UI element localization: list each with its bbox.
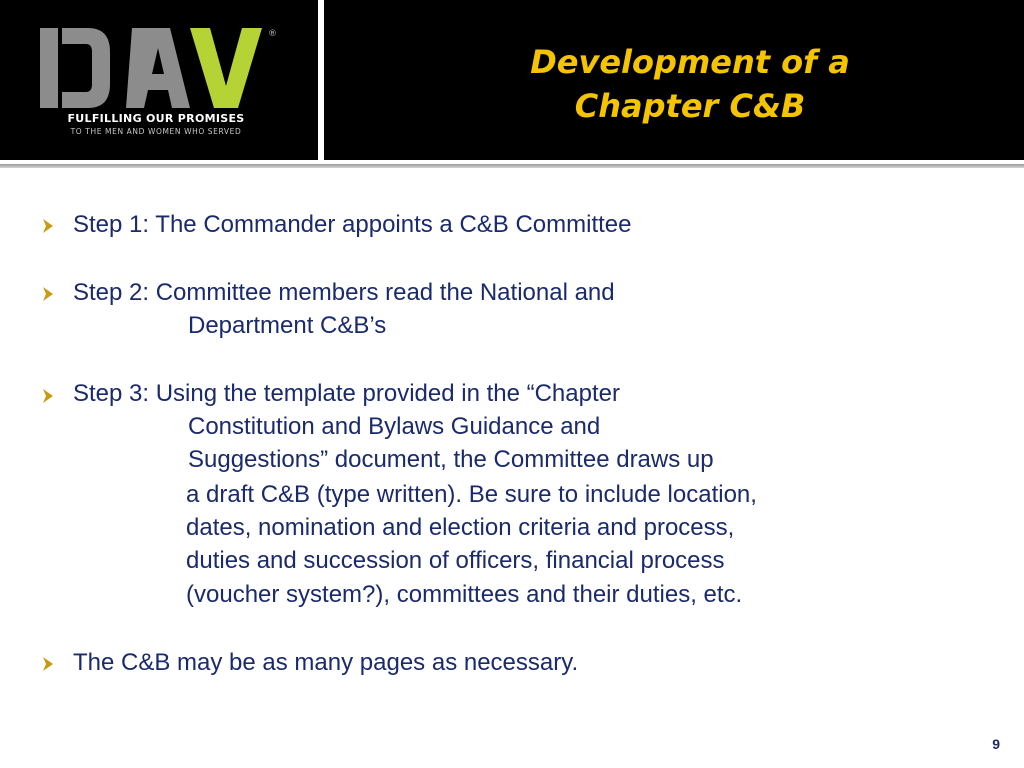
dav-logo	[40, 22, 290, 144]
header-divider	[318, 0, 324, 160]
page-number: 9	[992, 736, 1000, 752]
bullet-3-line-5: dates, nomination and election criteria and process,	[186, 514, 735, 541]
slide-title-line-1: Development of a	[530, 43, 850, 81]
registered-mark: ®	[268, 29, 277, 39]
bullet-3-line-6: duties and succession of officers, financial process	[186, 547, 725, 574]
dav-logo-a	[126, 28, 190, 108]
slide-title	[330, 40, 1024, 128]
bullet-1-line-1: Step 1: The Commander appoints a C&B Committee	[73, 211, 632, 238]
slide-header	[0, 0, 1024, 160]
bullet-4-line-1: The C&B may be as many pages as necessary.	[73, 649, 579, 676]
bullet-arrow-icon	[40, 386, 56, 406]
bullet-3-line-2: Constitution and Bylaws Guidance and	[188, 413, 601, 440]
bullet-3-line-3: Suggestions” document, the Committee draws up	[188, 446, 714, 473]
dav-logo-v	[190, 28, 262, 108]
header-underline	[0, 164, 1024, 168]
bullet-arrow-icon	[40, 654, 56, 674]
bullet-arrow-icon	[40, 284, 56, 304]
bullet-3-line-7: (voucher system?), committees and their duties, etc.	[186, 581, 743, 608]
logo-tagline-primary: FULFILLING OUR PROMISES	[67, 112, 245, 125]
slide-title-line-2: Chapter C&B	[574, 87, 806, 125]
bullet-3-line-1: Step 3: Using the template provided in the “Chapter	[73, 380, 620, 407]
bullet-arrow-icon	[40, 216, 56, 236]
dav-logo-d	[40, 28, 110, 108]
bullet-2-line-1: Step 2: Committee members read the National and	[73, 279, 615, 306]
bullet-3-line-4: a draft C&B (type written). Be sure to include location,	[186, 481, 757, 508]
bullet-2-line-2: Department C&B’s	[188, 312, 387, 339]
logo-tagline-secondary: TO THE MEN AND WOMEN WHO SERVED	[70, 127, 242, 136]
